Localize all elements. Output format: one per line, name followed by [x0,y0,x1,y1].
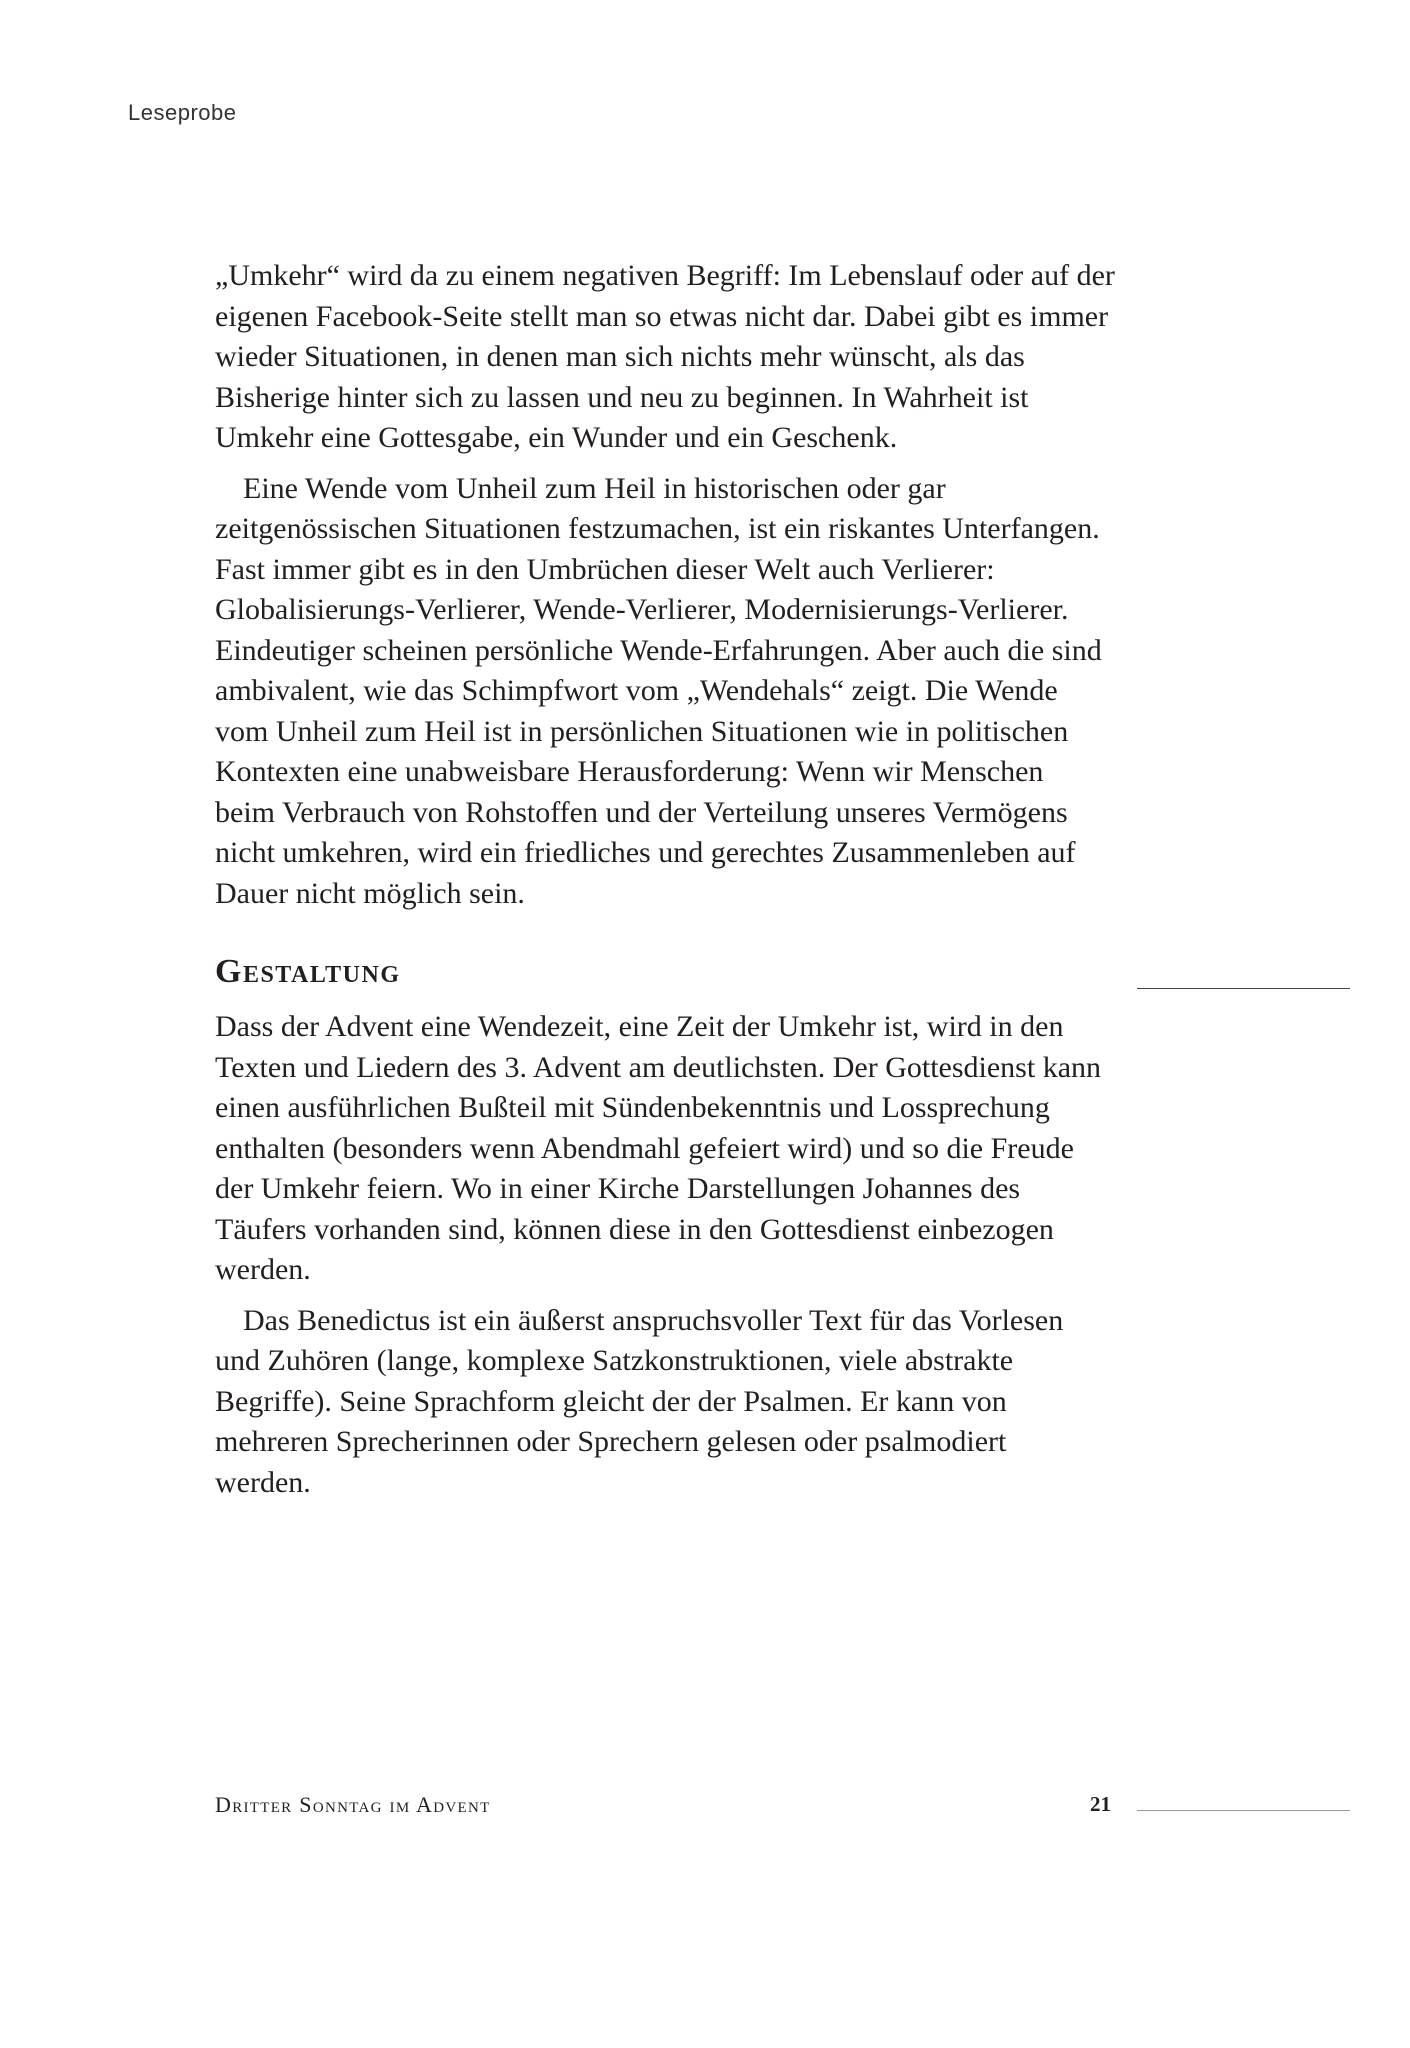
body-text-bottom [215,1007,1135,1503]
text-line: der Umkehr feiern. Wo in einer Kirche Darstellungen Johannes des [215,1172,1021,1205]
text-line: Texten und Liedern des 3. Advent am deutlichsten. Der Gottesdienst kann [215,1050,1102,1084]
text-line: Kontexten eine unabweisbare Herausforderung: Wenn wir Menschen [215,755,1044,788]
text-line: Umkehr eine Gottesgabe, ein Wunder und ein Geschenk. [215,421,898,454]
footer-rule [1137,1810,1350,1811]
text-line: Bisherige hinter sich zu lassen und neu zu beginnen. In Wahrheit ist [215,380,1029,414]
body-text-top [215,256,1135,914]
text-line: Begriffe). Seine Sprachform gleicht der der Psalmen. Er kann von [215,1384,1007,1418]
text-line: „Umkehr“ wird da zu einem negativen Begriff: Im Lebenslauf oder auf der [215,259,1115,292]
text-line: Täufers vorhanden sind, können diese in den Gottesdienst einbezogen [215,1212,1054,1246]
intro-paragraph [215,256,1135,459]
heading-rule [1137,988,1350,989]
text-line: nicht umkehren, wird ein friedliches und gerechtes Zusammenleben auf [215,836,1076,869]
page-number: 21 [1090,1792,1111,1816]
text-line: enthalten (besonders wenn Abendmahl gefeiert wird) und so die Freude [215,1131,1074,1165]
text-line: zeitgenössischen Situationen festzumachen, ist ein riskantes Unterfangen. [215,512,1100,545]
text-line: beim Verbrauch von Rohstoffen und der Verteilung unseres Vermögens [215,795,1068,829]
text-line: Dass der Advent eine Wendezeit, eine Zeit der Umkehr ist, wird in den [215,1010,1064,1043]
text-line: wieder Situationen, in denen man sich nichts mehr wünscht, als das [215,340,1025,373]
preview-label: Leseprobe [128,100,237,125]
text-line: Das Benedictus ist ein äußerst anspruchsvoller Text für das Vorlesen [243,1303,1064,1337]
text-line: Eine Wende vom Unheil zum Heil in historischen oder gar [243,471,946,505]
text-line: werden. [215,1253,311,1286]
text-line: Fast immer gibt es in den Umbrüchen dieser Welt auch Verlierer: [215,552,995,586]
text-line: Globalisierungs-Verlierer, Wende-Verlierer, Modernisierungs-Verlierer. [215,593,1069,626]
text-line: ambivalent, wie das Schimpfwort vom „Wendehals“ zeigt. Die Wende [215,674,1058,707]
text-line: vom Unheil zum Heil ist in persönlichen Situationen wie in politischen [215,714,1069,748]
text-line: einen ausführlichen Bußteil mit Sündenbekenntnis und Lossprechung [215,1091,1050,1124]
benedictus-paragraph [215,1301,1135,1504]
text-line: eigenen Facebook-Seite stellt man so etwas nicht dar. Dabei gibt es immer [215,299,1109,333]
text-line: werden. [215,1465,311,1499]
text-line: Eindeutiger scheinen persönliche Wende-Erfahrungen. Aber auch die sind [215,633,1102,667]
wende-paragraph [215,469,1135,915]
text-line: mehreren Sprecherinnen oder Sprechern gelesen oder psalmodiert [215,1425,1007,1458]
section-heading: Gestaltung [215,953,401,990]
text-line: und Zuhören (lange, komplexe Satzkonstruktionen, viele abstrakte [215,1344,1014,1377]
text-line: Dauer nicht möglich sein. [215,876,525,910]
gestaltung-paragraph [215,1007,1135,1291]
running-footer-title: Dritter Sonntag im Advent [215,1792,491,1817]
